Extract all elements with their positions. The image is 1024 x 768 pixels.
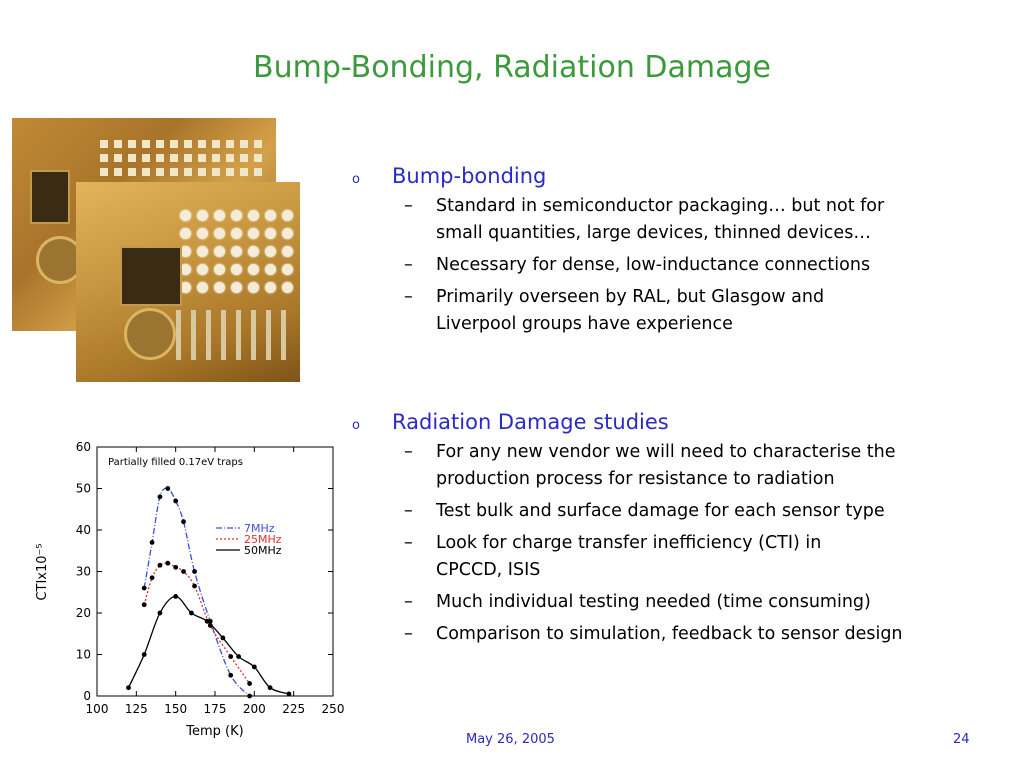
bump-pad	[142, 168, 150, 176]
bump-ball	[214, 282, 225, 293]
sub-bullet: – Look for charge transfer inefficiency (CTI) in CPCCD, ISIS	[340, 530, 1000, 584]
bump-ball	[197, 282, 208, 293]
data-point	[228, 654, 233, 659]
bump-ball	[231, 210, 242, 221]
y-tick-label: 50	[75, 481, 91, 496]
x-tick-label: 150	[164, 702, 188, 716]
data-point	[165, 561, 170, 566]
data-point	[205, 619, 210, 624]
bump-pad	[128, 154, 136, 162]
bump-pad	[170, 154, 178, 162]
bump-pad	[156, 140, 164, 148]
data-point	[181, 569, 186, 574]
x-tick-label: 175	[203, 702, 227, 716]
bump-pad	[184, 168, 192, 176]
data-point	[150, 575, 155, 580]
bump-ball	[248, 228, 259, 239]
section-bump-bonding	[340, 164, 1000, 338]
x-tick-label: 225	[282, 702, 306, 716]
bump-ball	[214, 246, 225, 257]
bump-pad	[240, 140, 248, 148]
bump-ball	[214, 210, 225, 221]
data-point	[142, 602, 147, 607]
bump-ball	[197, 246, 208, 257]
y-tick-label: 20	[75, 606, 91, 620]
bump-pad	[212, 154, 220, 162]
bump-pad	[156, 168, 164, 176]
x-axis-label: Temp (K)	[186, 724, 244, 739]
data-point	[247, 694, 252, 699]
data-point	[268, 685, 273, 690]
bump-pad	[266, 310, 271, 360]
bump-pad	[114, 168, 122, 176]
bond-ring-front	[124, 308, 176, 360]
bump-ball	[197, 228, 208, 239]
bump-pad	[251, 310, 256, 360]
bump-ball	[197, 264, 208, 275]
bump-pad	[114, 154, 122, 162]
bump-pad	[184, 154, 192, 162]
plot-frame	[97, 447, 333, 696]
data-point	[150, 540, 155, 545]
bump-ball	[214, 228, 225, 239]
data-point	[192, 584, 197, 589]
data-point	[181, 519, 186, 524]
bump-ball	[265, 210, 276, 221]
bump-ball	[282, 210, 293, 221]
bump-ball	[248, 282, 259, 293]
sub-bullet: – Much individual testing needed (time consuming)	[340, 589, 1000, 616]
bump-pad	[236, 310, 241, 360]
x-tick-label: 125	[124, 702, 148, 716]
section-heading-text: Bump-bonding	[392, 164, 547, 188]
y-tick-label: 10	[75, 647, 91, 662]
data-point	[287, 692, 292, 697]
sub-bullet: – Standard in semiconductor packaging… but not for small quantities, large devices, thinned devices…	[340, 193, 1000, 247]
data-point	[165, 486, 170, 491]
bump-pad	[170, 168, 178, 176]
bump-pad	[184, 140, 192, 148]
y-tick-label: 30	[75, 564, 91, 579]
legend-label: 7MHz	[244, 522, 275, 535]
bump-pad	[176, 310, 181, 360]
sub-bullet-line: Test bulk and surface damage for each sensor type	[436, 501, 885, 521]
bump-ball	[282, 282, 293, 293]
bump-pad	[226, 140, 234, 148]
bump-ball	[214, 264, 225, 275]
bump-pad	[206, 310, 211, 360]
bond-pad-block	[30, 170, 70, 224]
bullet-marker-icon: o	[352, 418, 360, 433]
bump-pad	[142, 154, 150, 162]
y-tick-label: 60	[75, 440, 91, 454]
bump-pad	[156, 154, 164, 162]
data-point	[228, 673, 233, 678]
sensor-photo-front	[76, 182, 300, 382]
y-tick-label: 40	[75, 523, 91, 537]
bump-pad	[100, 154, 108, 162]
bump-ball	[265, 228, 276, 239]
bond-pad-block-front	[120, 246, 182, 306]
bump-ball	[180, 210, 191, 221]
bump-pad	[226, 154, 234, 162]
bump-ball	[231, 246, 242, 257]
sub-bullet-line: CPCCD, ISIS	[436, 560, 541, 580]
bump-ball	[248, 210, 259, 221]
bump-pad	[114, 140, 122, 148]
bump-ball	[282, 264, 293, 275]
data-point	[142, 586, 147, 591]
bump-pad	[198, 168, 206, 176]
sub-bullet-line: Liverpool groups have experience	[436, 314, 733, 334]
bullet-marker-icon: o	[352, 172, 360, 187]
data-point	[158, 563, 163, 568]
data-point	[158, 494, 163, 499]
data-point	[192, 569, 197, 574]
data-point	[189, 611, 194, 616]
sub-bullet-line: Primarily overseen by RAL, but Glasgow and	[436, 287, 825, 307]
sub-bullet-line: Much individual testing needed (time consuming)	[436, 592, 871, 612]
sub-bullet-line: Comparison to simulation, feedback to sensor design	[436, 624, 903, 644]
sub-bullet-line: Standard in semiconductor packaging… but not for	[436, 196, 885, 216]
data-point	[173, 565, 178, 570]
bump-pad	[226, 168, 234, 176]
bump-pad	[198, 154, 206, 162]
slide-title: Bump-Bonding, Radiation Damage	[253, 50, 771, 85]
bump-ball	[231, 264, 242, 275]
data-point	[252, 665, 257, 670]
bump-ball	[231, 282, 242, 293]
sub-bullet-line: small quantities, large devices, thinned devices…	[436, 223, 871, 243]
bump-pad	[254, 154, 262, 162]
sub-bullet: – For any new vendor we will need to characterise the production process for resistance to radiation	[340, 439, 1000, 493]
bump-pad	[142, 140, 150, 148]
bump-ball	[197, 210, 208, 221]
bump-pad	[254, 168, 262, 176]
bump-ball	[265, 264, 276, 275]
chart-title: Partially filled 0.17eV traps	[108, 457, 243, 468]
bump-ball	[248, 264, 259, 275]
bump-pad	[281, 310, 286, 360]
footer-date: May 26, 2005	[466, 732, 555, 747]
bump-pad	[100, 140, 108, 148]
bump-ball	[282, 228, 293, 239]
bump-ball	[231, 228, 242, 239]
data-point	[158, 611, 163, 616]
sub-bullet: – Necessary for dense, low-inductance connections	[340, 252, 1000, 279]
bump-pad	[128, 140, 136, 148]
section-radiation-damage	[340, 410, 1000, 648]
sub-bullet-line: Necessary for dense, low-inductance connections	[436, 255, 871, 275]
section-heading	[340, 410, 1000, 434]
data-point	[126, 685, 131, 690]
y-tick-label: 0	[83, 689, 91, 703]
bump-pad	[191, 310, 196, 360]
data-point	[173, 594, 178, 599]
bump-ball	[265, 246, 276, 257]
sub-bullet-line: production process for resistance to radiation	[436, 469, 835, 489]
bump-ball	[248, 246, 259, 257]
bump-ball	[180, 228, 191, 239]
data-point	[220, 636, 225, 641]
bump-pad	[212, 140, 220, 148]
bump-pad	[212, 168, 220, 176]
legend-label: 50MHz	[244, 544, 282, 557]
sub-bullet: – Primarily overseen by RAL, but Glasgow and Liverpool groups have experience	[340, 284, 1000, 338]
sub-bullet-line: For any new vendor we will need to characterise the	[436, 442, 896, 462]
bump-pad	[240, 154, 248, 162]
bump-pad	[170, 140, 178, 148]
x-tick-label: 100	[85, 702, 109, 716]
section-heading-text: Radiation Damage studies	[392, 410, 669, 434]
bump-pad	[198, 140, 206, 148]
bump-pad	[254, 140, 262, 148]
data-point	[247, 681, 252, 686]
data-point	[142, 652, 147, 657]
page-number: 24	[953, 732, 970, 747]
x-tick-label: 250	[321, 702, 345, 716]
sub-bullet-line: Look for charge transfer inefficiency (CTI) in	[436, 533, 822, 553]
x-tick-label: 200	[242, 702, 266, 716]
sub-bullet: – Comparison to simulation, feedback to sensor design	[340, 621, 1000, 648]
cti-chart	[20, 430, 345, 748]
bump-pad	[240, 168, 248, 176]
bump-pad	[221, 310, 226, 360]
section-heading	[340, 164, 1000, 188]
bump-pad	[100, 168, 108, 176]
bump-ball	[265, 282, 276, 293]
sub-bullet: – Test bulk and surface damage for each sensor type	[340, 498, 1000, 525]
y-axis-label: CTIx10⁻⁵	[35, 543, 50, 601]
data-point	[173, 499, 178, 504]
bump-pad	[128, 168, 136, 176]
data-point	[236, 654, 241, 659]
bump-ball	[282, 246, 293, 257]
legend-label: 25MHz	[244, 533, 282, 546]
